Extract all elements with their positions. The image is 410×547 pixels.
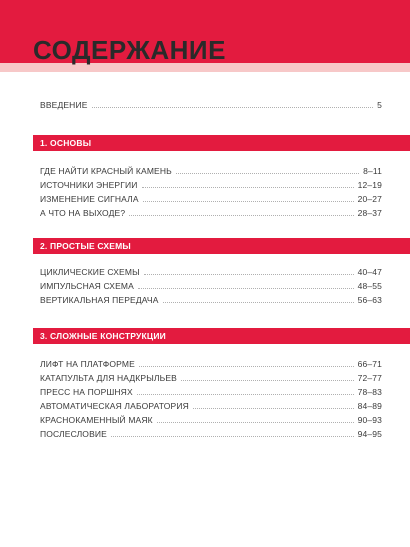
dot-leader: [157, 422, 354, 423]
toc-entry-label: ЦИКЛИЧЕСКИЕ СХЕМЫ: [40, 267, 140, 277]
toc-entry-pages: 78–83: [357, 387, 382, 397]
toc-entry-pages: 5: [377, 100, 382, 110]
dot-leader: [163, 302, 354, 303]
dot-leader: [193, 408, 354, 409]
toc-entry-pages: 28–37: [357, 208, 382, 218]
dot-leader: [129, 215, 353, 216]
section-header-1: 1. ОСНОВЫ: [33, 135, 410, 151]
toc-entry[interactable]: [40, 205, 382, 221]
toc-entry-label: ПОСЛЕСЛОВИЕ: [40, 429, 107, 439]
toc-entry-pages: 94–95: [357, 429, 382, 439]
dot-leader: [142, 187, 354, 188]
dot-leader: [143, 201, 354, 202]
section-header-2: 2. ПРОСТЫЕ СХЕМЫ: [33, 238, 410, 254]
toc-entry-label: ЛИФТ НА ПЛАТФОРМЕ: [40, 359, 135, 369]
toc-entry-pages: 8–11: [363, 166, 382, 176]
toc-entry-pages: 20–27: [357, 194, 382, 204]
toc-entry-intro[interactable]: [40, 97, 382, 113]
toc-entry-label: ГДЕ НАЙТИ КРАСНЫЙ КАМЕНЬ: [40, 166, 172, 176]
toc-entry-label: ИСТОЧНИКИ ЭНЕРГИИ: [40, 180, 138, 190]
toc-entry-label: КАТАПУЛЬТА ДЛЯ НАДКРЫЛЬЕВ: [40, 373, 177, 383]
dot-leader: [92, 107, 374, 108]
dot-leader: [181, 380, 354, 381]
dot-leader: [139, 366, 354, 367]
toc-entry-pages: 48–55: [357, 281, 382, 291]
toc-entry-label: КРАСНОКАМЕННЫЙ МАЯК: [40, 415, 153, 425]
section-header-3: 3. СЛОЖНЫЕ КОНСТРУКЦИИ: [33, 328, 410, 344]
page-title: СОДЕРЖАНИЕ: [33, 35, 226, 65]
toc-entry-label: ВВЕДЕНИЕ: [40, 100, 88, 110]
toc-entry-pages: 66–71: [357, 359, 382, 369]
dot-leader: [111, 436, 354, 437]
toc-entry-pages: 12–19: [357, 180, 382, 190]
toc-entry-label: А ЧТО НА ВЫХОДЕ?: [40, 208, 126, 218]
toc-entry-label: ИЗМЕНЕНИЕ СИГНАЛА: [40, 194, 139, 204]
dot-leader: [176, 173, 359, 174]
toc-entry[interactable]: [40, 292, 382, 308]
toc-entry-pages: 84–89: [357, 401, 382, 411]
dot-leader: [144, 274, 354, 275]
toc-entry-pages: 72–77: [357, 373, 382, 383]
toc-entry-label: ИМПУЛЬСНАЯ СХЕМА: [40, 281, 134, 291]
dot-leader: [138, 288, 354, 289]
toc-entry-pages: 40–47: [357, 267, 382, 277]
dot-leader: [137, 394, 354, 395]
toc-entry-pages: 56–63: [357, 295, 382, 305]
toc-entry-pages: 90–93: [357, 415, 382, 425]
toc-entry-label: ПРЕСС НА ПОРШНЯХ: [40, 387, 133, 397]
toc-entry-label: АВТОМАТИЧЕСКАЯ ЛАБОРАТОРИЯ: [40, 401, 189, 411]
toc-entry[interactable]: [40, 426, 382, 442]
toc-entry-label: ВЕРТИКАЛЬНАЯ ПЕРЕДАЧА: [40, 295, 159, 305]
